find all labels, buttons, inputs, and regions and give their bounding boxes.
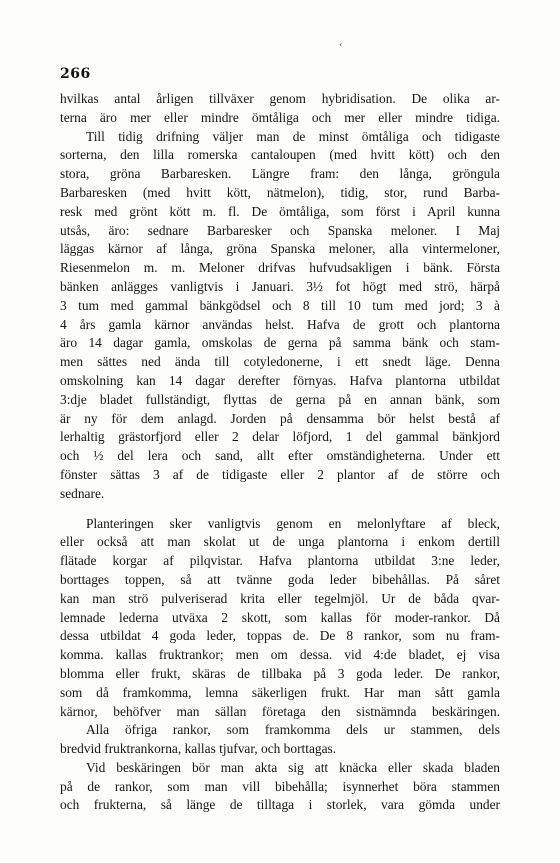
text-line: komma. kallas fruktrankor; men om dessa. vid 4:de bladet, ej visa bbox=[60, 647, 500, 663]
text-line: bänken anlägges vanligtvis i Januari. 3½ fot högt med strö, härpå bbox=[60, 278, 500, 294]
body-text bbox=[60, 90, 500, 815]
text-line: Alla öfriga rankor, som framkomma dels ur stammen, dels bbox=[86, 722, 500, 738]
text-line: 4 års gamla kärnor användas helst. Hafva de grott och plantorna bbox=[60, 316, 500, 332]
text-line: stora, gröna Barbaresken. Längre fram: den långa, gröngula bbox=[60, 166, 500, 182]
text-line: Planteringen sker vanligtvis genom en melonlyftare af bleck, bbox=[86, 515, 500, 531]
text-line: bredvid fruktrankorna, kallas tjufvar, och borttagas. bbox=[60, 741, 337, 757]
text-line: men sättes ned ända till cotyledonerne, i ett snedt läge. Denna bbox=[60, 354, 500, 370]
text-line: läggas kärnor af långa, gröna Spanska meloner, alla vintermeloner, bbox=[60, 241, 500, 257]
paragraph-2 bbox=[60, 515, 500, 816]
text-line: dessa utbildat 4 goda leder, toppas de. De 8 rankor, som nu fram- bbox=[60, 628, 500, 644]
text-line: äro 14 dagar gamla, omskolas de gerna på samma bänk och stam- bbox=[60, 335, 500, 351]
text-line: utsås, äro: sednare Barbaresker och Spanska meloner. I Maj bbox=[60, 222, 500, 238]
text-line: kärnor, behöfver man sällan företaga den sistnämnda beskäringen. bbox=[60, 703, 500, 719]
text-line: som då framkomma, lemna säkerligen frukt. Har man sått gamla bbox=[60, 684, 500, 700]
text-line: fönster sättas 3 af de tidigaste eller 2 plantor af de större och bbox=[60, 466, 500, 482]
text-line: omskolning kan 14 dagar derefter förnyas. Hafva plantorna utbildat bbox=[60, 372, 500, 388]
text-line: är ny för dem anlagd. Jorden på densamma bör helst bestå af bbox=[60, 410, 500, 426]
text-line: Vid beskäringen bör man akta sig att knäcka eller skada bladen bbox=[86, 759, 500, 775]
text-line: blomma eller frukt, skäras de tillbaka på 3 goda leder. De rankor, bbox=[60, 665, 500, 681]
text-line: och frukterna, så länge de tilltaga i storlek, vara gömda under bbox=[60, 797, 500, 813]
text-line: terna äro mer eller mindre ömtåliga och mer eller mindre tidiga. bbox=[60, 109, 500, 125]
page-number: 266 bbox=[60, 66, 91, 82]
text-line: sorterna, den lilla romerska cantaloupen (med hvitt kött) och den bbox=[60, 147, 500, 163]
text-line: 3 tum med gammal bänkgödsel och 8 till 10 tum med jord; 3 à bbox=[60, 297, 500, 313]
text-line: 3:dje bladet fullständigt, flyttas de gerna på en annan bänk, som bbox=[60, 391, 500, 407]
text-line: och ½ del lera och sand, allt efter omständigheterna. Under ett bbox=[60, 448, 500, 464]
text-line: resk med grönt kött m. fl. De ömtåliga, som först i April kunna bbox=[60, 203, 500, 219]
text-line: lemnade lederna utväxa 2 skott, som kallas för moder-rankor. Då bbox=[60, 609, 500, 625]
text-line: borttages toppen, så att tvänne goda leder bibehållas. På såret bbox=[60, 571, 500, 587]
text-line: flätade korgar af pilqvistar. Hafva plantorna utbildat 3:ne leder, bbox=[60, 553, 500, 569]
text-line: hvilkas antal årligen tillväxer genom hybridisation. De olika ar- bbox=[60, 91, 500, 106]
text-line: Till tidig drifning väljer man de minst ömtåliga och tidigaste bbox=[86, 128, 500, 144]
text-line: eller också att man skolat ut de unga plantorna i enkom dertill bbox=[60, 534, 500, 550]
text-line: Riesenmelon m. m. Meloner drifvas hufvudsakligen i bänk. Första bbox=[60, 260, 500, 276]
corner-mark: ‹ bbox=[339, 40, 343, 49]
paragraph-gap bbox=[60, 504, 500, 515]
text-line: lerhaltig grästorfjord eller 2 delar löfjord, 1 del gammal bänkjord bbox=[60, 429, 500, 445]
text-line: på de rankor, som man vill bibehålla; isynnerhet böra stammen bbox=[60, 778, 500, 794]
text-line: sednare. bbox=[60, 485, 105, 501]
paragraph-1 bbox=[60, 90, 500, 504]
text-line: Barbaresken (med hvitt kött, nätmelon), tidig, stor, rund Barba- bbox=[60, 184, 500, 200]
text-line: kan man strö pulveriserad krita eller tegelmjöl. Ur de båda qvar- bbox=[60, 590, 500, 606]
